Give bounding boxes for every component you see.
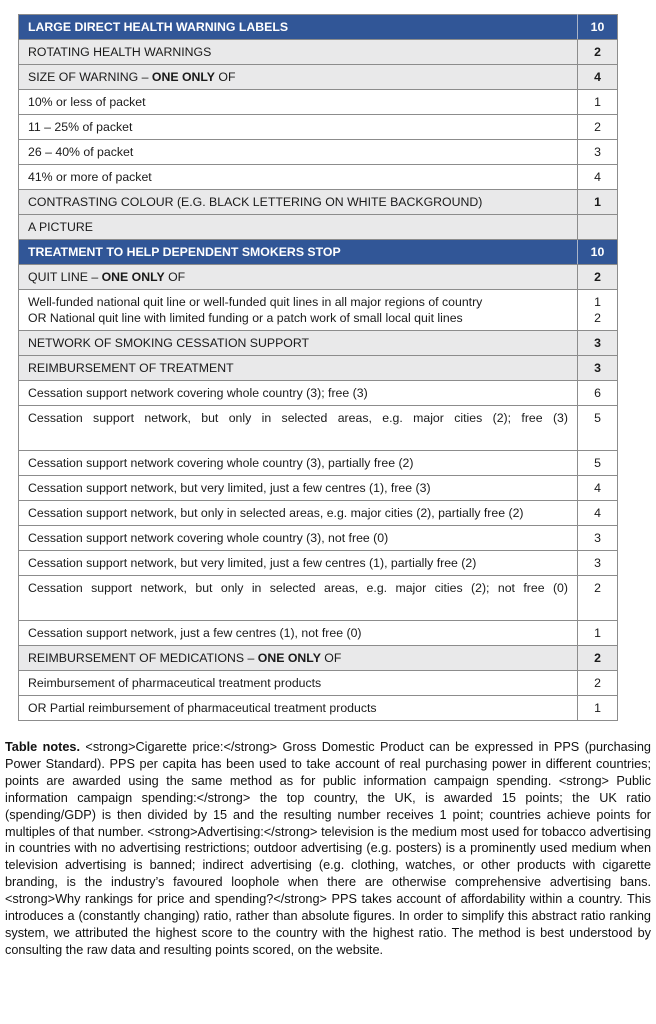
row-score: 2	[578, 40, 618, 65]
section-header-row	[19, 15, 618, 40]
row-label: NETWORK OF SMOKING CESSATION SUPPORT	[19, 331, 578, 356]
row-label: 41% or more of packet	[19, 165, 578, 190]
row-label: A PICTURE	[19, 215, 578, 240]
row-label: Cessation support network, just a few centres (1), not free (0)	[19, 621, 578, 646]
row-label: Reimbursement of pharmaceutical treatment products	[19, 671, 578, 696]
row-label: Cessation support network covering whole country (3); free (3)	[19, 381, 578, 406]
option-row	[19, 115, 618, 140]
row-score: 5	[578, 406, 618, 451]
option-row	[19, 90, 618, 115]
option-row	[19, 526, 618, 551]
row-score: 4	[578, 165, 618, 190]
row-score: 4	[578, 476, 618, 501]
table-notes	[5, 739, 651, 959]
row-label: SIZE OF WARNING – ONE ONLY OF	[19, 65, 578, 90]
row-score: 2	[578, 265, 618, 290]
row-label: Cessation support network, but only in selected areas, e.g. major cities (2), partially free (2)	[19, 501, 578, 526]
row-label: CONTRASTING COLOUR (E.G. BLACK LETTERING ON WHITE BACKGROUND)	[19, 190, 578, 215]
row-score: 2	[578, 576, 618, 621]
row-score: 2	[578, 115, 618, 140]
row-label: Cessation support network, but very limited, just a few centres (1), partially free (2)	[19, 551, 578, 576]
row-score: 3	[578, 331, 618, 356]
row-label: Well-funded national quit line or well-funded quit lines in all major regions of country OR National quit line with limited funding or a patch work of small local quit lines	[19, 290, 578, 331]
row-score: 10	[578, 15, 618, 40]
row-label: ROTATING HEALTH WARNINGS	[19, 40, 578, 65]
row-label: Cessation support network, but very limited, just a few centres (1), free (3)	[19, 476, 578, 501]
criterion-row	[19, 265, 618, 290]
option-row	[19, 576, 618, 621]
criterion-row	[19, 356, 618, 381]
criterion-row	[19, 215, 618, 240]
option-row	[19, 621, 618, 646]
scoring-table-body	[19, 15, 618, 721]
option-row	[19, 501, 618, 526]
row-label: Cessation support network covering whole country (3), partially free (2)	[19, 451, 578, 476]
row-score: 3	[578, 140, 618, 165]
row-score: 3	[578, 526, 618, 551]
row-label: LARGE DIRECT HEALTH WARNING LABELS	[19, 15, 578, 40]
row-label: 26 – 40% of packet	[19, 140, 578, 165]
row-score: 1	[578, 621, 618, 646]
row-score: 6	[578, 381, 618, 406]
option-row	[19, 140, 618, 165]
row-score: 1 2	[578, 290, 618, 331]
row-score: 2	[578, 671, 618, 696]
option-row	[19, 476, 618, 501]
criterion-row	[19, 646, 618, 671]
row-label: Cessation support network, but only in selected areas, e.g. major cities (2); free (3)	[19, 406, 578, 451]
option-row	[19, 696, 618, 721]
row-label: REIMBURSEMENT OF MEDICATIONS – ONE ONLY OF	[19, 646, 578, 671]
option-row	[19, 451, 618, 476]
row-score: 1	[578, 90, 618, 115]
option-row	[19, 290, 618, 331]
row-score: 5	[578, 451, 618, 476]
row-label: 11 – 25% of packet	[19, 115, 578, 140]
option-row	[19, 381, 618, 406]
row-score: 1	[578, 190, 618, 215]
row-label: Cessation support network covering whole country (3), not free (0)	[19, 526, 578, 551]
row-label: 10% or less of packet	[19, 90, 578, 115]
row-score: 2	[578, 646, 618, 671]
row-score: 3	[578, 551, 618, 576]
criterion-row	[19, 331, 618, 356]
criterion-row	[19, 190, 618, 215]
row-score: 4	[578, 501, 618, 526]
row-score: 3	[578, 356, 618, 381]
row-score: 1	[578, 696, 618, 721]
scoring-table	[18, 14, 618, 721]
row-score	[578, 215, 618, 240]
section-header-row	[19, 240, 618, 265]
option-row	[19, 671, 618, 696]
row-score: 10	[578, 240, 618, 265]
notes-lead: Table notes.	[5, 740, 80, 754]
row-score: 4	[578, 65, 618, 90]
option-row	[19, 165, 618, 190]
row-label: TREATMENT TO HELP DEPENDENT SMOKERS STOP	[19, 240, 578, 265]
option-row	[19, 551, 618, 576]
criterion-row	[19, 65, 618, 90]
row-label: REIMBURSEMENT OF TREATMENT	[19, 356, 578, 381]
option-row	[19, 406, 618, 451]
row-label: Cessation support network, but only in selected areas, e.g. major cities (2); not free (0)	[19, 576, 578, 621]
notes-body: <strong>Cigarette price:</strong> Gross Domestic Product can be expressed in PPS (purchasing Power Standard). PPS per capita has been used to take account of real purchasing power in different countries; points are awarded using the same method as for public information campaign spending. <strong> Public information campaign spending:</strong> the top country, the UK, is awarded 15 points; the UK ratio (spending/GDP) is then divided by 15 and the resulting number receives 1 point; countries achieve points for multiples of that number. <strong>Advertising:</strong> television is the medium most used for tobacco advertising in countries with no advertising restrictions; outdoor advertising (e.g. posters) is a prominently used medium when television advertising is banned; indirect advertising (e.g. clothing, watches, or other products with cigarette branding, is the industry’s favoured loophole when there are otherwise comprehensive advertising bans. <strong>Why rankings for price and spending?</strong> PPS takes account of affordability within a country. This introduces a (constantly changing) ratio, rather than absolute figures. In order to simplify this abstract ratio ranking system, we attributed the highest score to the country with the highest ratio. The method is best understood by consulting the raw data and resulting points scored, on the website.	[5, 740, 651, 957]
row-label: OR Partial reimbursement of pharmaceutical treatment products	[19, 696, 578, 721]
row-label: QUIT LINE – ONE ONLY OF	[19, 265, 578, 290]
criterion-row	[19, 40, 618, 65]
